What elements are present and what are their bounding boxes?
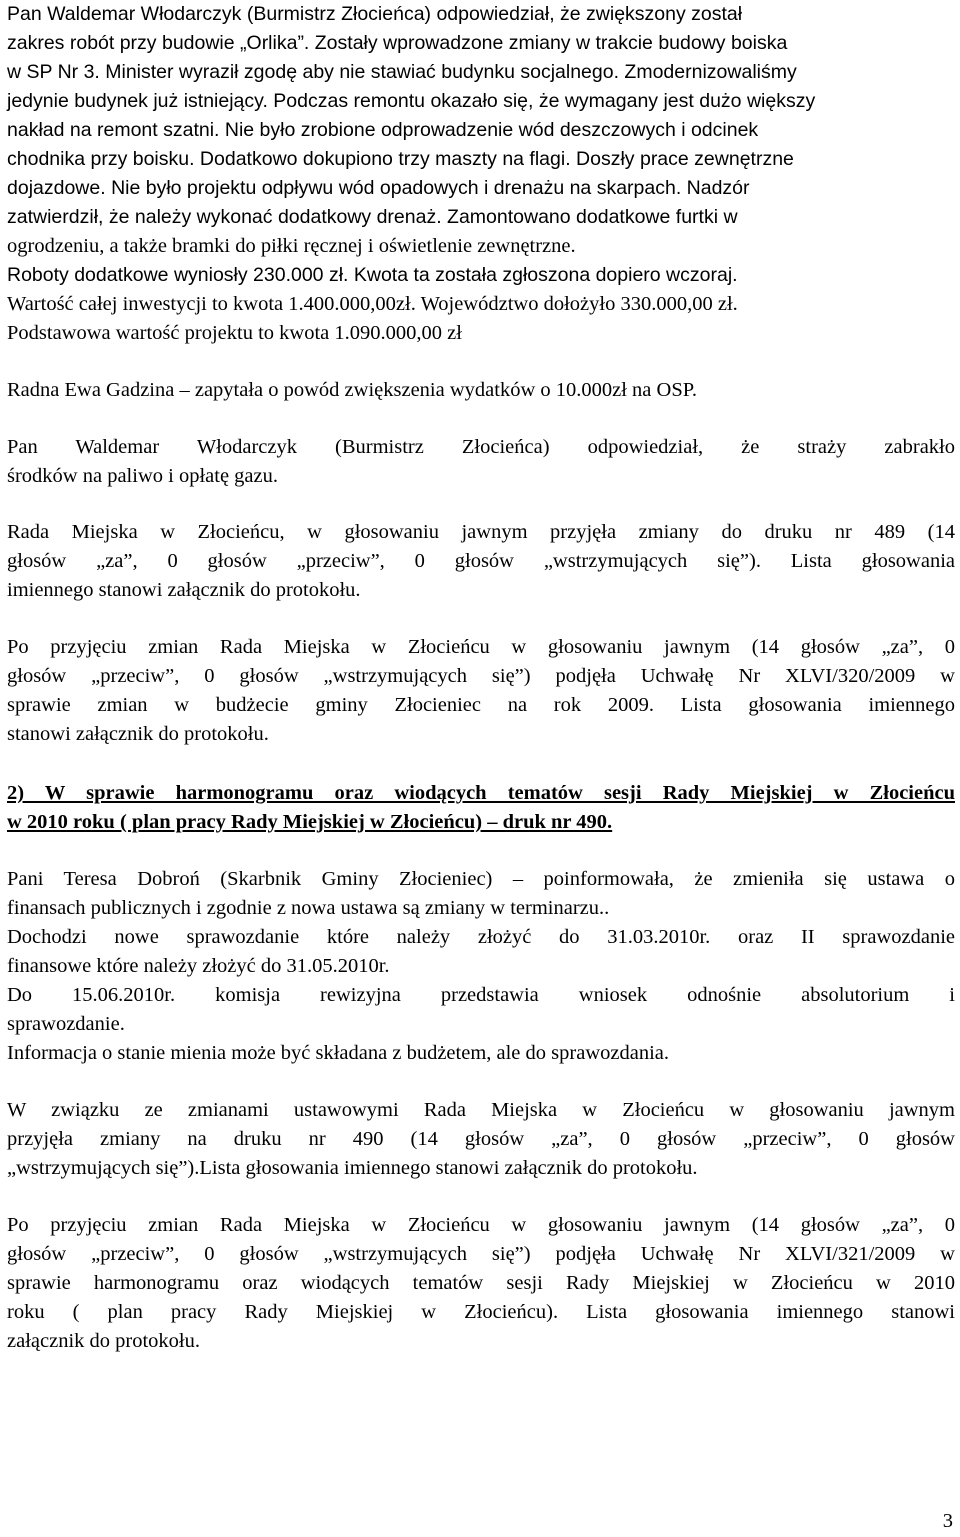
text-line: chodnika przy boisku. Dodatkowo dokupiono trzy maszty na flagi. Doszły prace zewnętrzne: [7, 148, 794, 170]
text-line: przyjęła zmiany na druku nr 490 (14 głosów „za”, 0 głosów „przeciw”, 0 głosów: [7, 1128, 955, 1150]
text-line: Do 15.06.2010r. komisja rewizyjna przedstawia wniosek odnośnie absolutorium i: [7, 984, 955, 1006]
text-line: głosów „przeciw”, 0 głosów „wstrzymujących się”) podjęła Uchwałę Nr XLVI/320/2009 w: [7, 665, 955, 687]
text-line: zakres robót przy budowie „Orlika”. Zostały wprowadzone zmiany w trakcie budowy boiska: [7, 32, 788, 54]
text-line: Pani Teresa Dobroń (Skarbnik Gminy Złocieniec) – poinformowała, że zmieniła się ustawa o: [7, 868, 955, 890]
text-line: finansach publicznych i zgodnie z nowa ustawa są zmiany w terminarzu..: [7, 897, 610, 919]
text-line: sprawie harmonogramu oraz wiodących tematów sesji Rady Miejskiej w Złocieńcu w 2010: [7, 1272, 955, 1294]
text-line: środków na paliwo i opłatę gazu.: [7, 465, 278, 487]
text-line: Pan Waldemar Włodarczyk (Burmistrz Złocieńca) odpowiedział, że straży zabrakło: [7, 436, 955, 458]
text-line: finansowe które należy złożyć do 31.05.2010r.: [7, 955, 390, 977]
text-line: „wstrzymujących się”).Lista głosowania imiennego stanowi załącznik do protokołu.: [7, 1157, 698, 1179]
text-line: Radna Ewa Gadzina – zapytała o powód zwiększenia wydatków o 10.000zł na OSP.: [7, 379, 697, 401]
text-line: Roboty dodatkowe wyniosły 230.000 zł. Kwota ta została zgłoszona dopiero wczoraj.: [7, 264, 738, 286]
text-line: zatwierdził, że należy wykonać dodatkowy drenaż. Zamontowano dodatkowe furtki w: [7, 206, 738, 228]
text-line: nakład na remont szatni. Nie było zrobione odprowadzenie wód deszczowych i odcinek: [7, 119, 759, 141]
text-line: Rada Miejska w Złocieńcu, w głosowaniu jawnym przyjęła zmiany do druku nr 489 (14: [7, 521, 955, 543]
text-line: sprawozdanie.: [7, 1013, 125, 1035]
text-line: Podstawowa wartość projektu to kwota 1.090.000,00 zł: [7, 322, 462, 344]
section-heading: w 2010 roku ( plan pracy Rady Miejskiej w Złocieńcu) – druk nr 490.: [7, 811, 613, 833]
text-line: Po przyjęciu zmian Rada Miejska w Złocieńcu w głosowaniu jawnym (14 głosów „za”, 0: [7, 1214, 955, 1236]
text-line: w SP Nr 3. Minister wyraził zgodę aby nie stawiać budynku socjalnego. Zmodernizowaliśmy: [7, 61, 797, 83]
text-line: załącznik do protokołu.: [7, 1330, 200, 1352]
text-line: sprawie zmian w budżecie gminy Złocieniec na rok 2009. Lista głosowania imiennego: [7, 694, 955, 716]
text-line: Wartość całej inwestycji to kwota 1.400.000,00zł. Województwo dołożyło 330.000,00 zł.: [7, 293, 738, 315]
text-line: Po przyjęciu zmian Rada Miejska w Złocieńcu w głosowaniu jawnym (14 głosów „za”, 0: [7, 636, 955, 658]
text-line: Informacja o stanie mienia może być składana z budżetem, ale do sprawozdania.: [7, 1042, 669, 1064]
text-line: W związku ze zmianami ustawowymi Rada Miejska w Złocieńcu w głosowaniu jawnym: [7, 1099, 955, 1121]
text-line: Pan Waldemar Włodarczyk (Burmistrz Złocieńca) odpowiedział, że zwiększony został: [7, 3, 743, 25]
text-line: roku ( plan pracy Rady Miejskiej w Złocieńcu). Lista głosowania imiennego stanowi: [7, 1301, 955, 1323]
page-number: 3: [942, 1510, 953, 1532]
text-line: głosów „przeciw”, 0 głosów „wstrzymujących się”) podjęła Uchwałę Nr XLVI/321/2009 w: [7, 1243, 955, 1265]
text-line: stanowi załącznik do protokołu.: [7, 723, 269, 745]
section-heading: 2) W sprawie harmonogramu oraz wiodących tematów sesji Rady Miejskiej w Złocieńcu: [7, 782, 955, 804]
text-line: imiennego stanowi załącznik do protokołu.: [7, 579, 361, 601]
text-line: dojazdowe. Nie było projektu odpływu wód opadowych i drenażu na skarpach. Nadzór: [7, 177, 750, 199]
text-line: ogrodzeniu, a także bramki do piłki ręcznej i oświetlenie zewnętrzne.: [7, 235, 576, 257]
text-line: jedynie budynek już istniejący. Podczas remontu okazało się, że wymagany jest dużo większy: [7, 90, 816, 112]
text-line: Dochodzi nowe sprawozdanie które należy złożyć do 31.03.2010r. oraz II sprawozdanie: [7, 926, 955, 948]
text-line: głosów „za”, 0 głosów „przeciw”, 0 głosów „wstrzymujących się”). Lista głosowania: [7, 550, 955, 572]
